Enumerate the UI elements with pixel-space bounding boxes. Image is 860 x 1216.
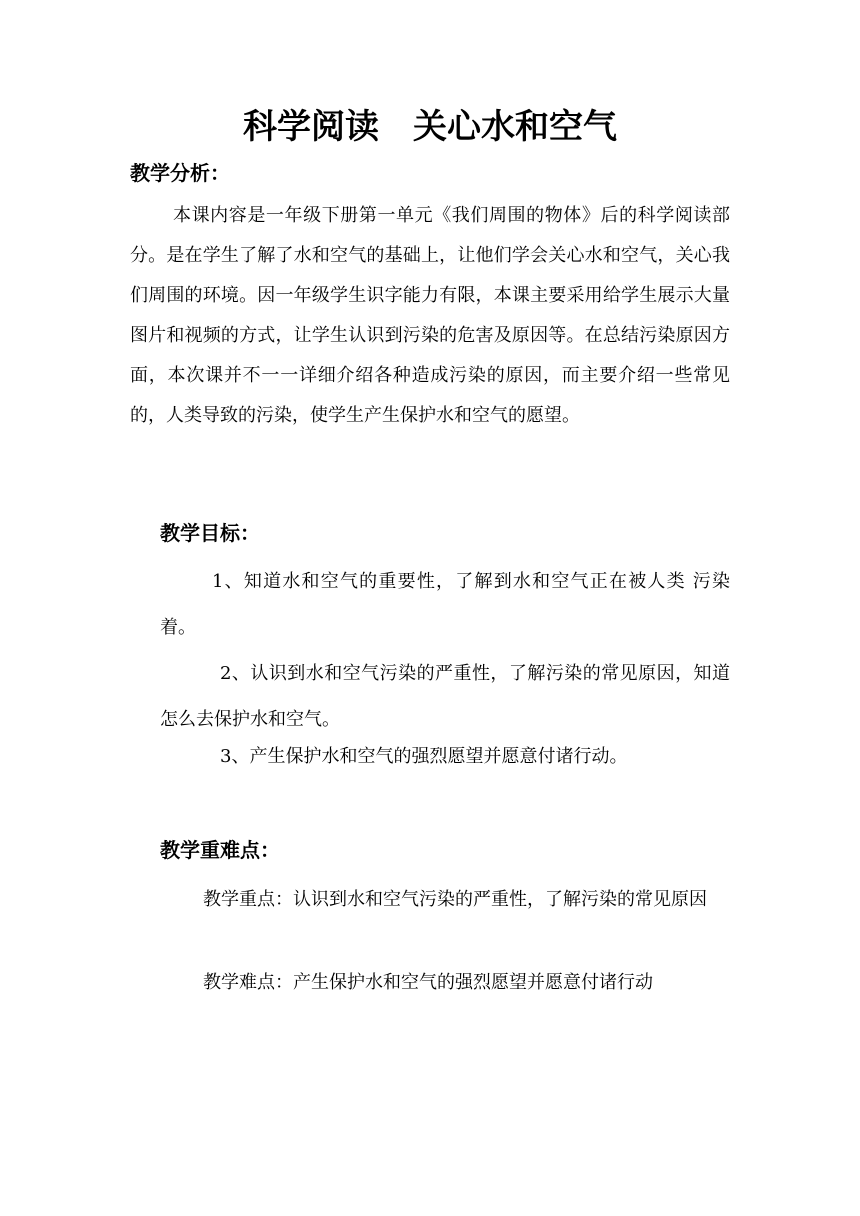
key-focus: 教学重点：认识到水和空气污染的严重性，了解污染的常见原因 (203, 889, 707, 910)
document-title: 科学阅读 关心水和空气 (243, 107, 617, 147)
objectives-heading: 教学目标： (160, 521, 260, 545)
objective-item-1: 1、知道水和空气的重要性，了解到水和空气正在被人类 污染着。 (160, 571, 730, 638)
objective-item-3: 3、产生保护水和空气的强烈愿望并愿意付诸行动。 (220, 746, 628, 767)
analysis-heading: 教学分析： (130, 161, 230, 185)
key-difficulty: 教学难点：产生保护水和空气的强烈愿望并愿意付诸行动 (203, 972, 653, 993)
analysis-paragraph: 本课内容是一年级下册第一单元《我们周围的物体》后的科学阅读部分。是在学生了解了水和空气的基础上，让他们学会关心水和空气，关心我们周围的环境。因一年级学生识字能力有限，本课主要采用给学生展示大量图片和视频的方式，让学生认识到污染的危害及原因等。在总结污染原因方面，本次课并不一一详细介绍各种造成污染的原因，而主要介绍一些常见的，人类导致的污染，使学生产生保护水和空气的愿望。 (130, 205, 730, 426)
key-points-heading: 教学重难点： (160, 838, 280, 862)
objective-item-2: 2、认识到水和空气污染的严重性，了解污染的常见原因，知道怎么去保护水和空气。 (160, 663, 730, 730)
